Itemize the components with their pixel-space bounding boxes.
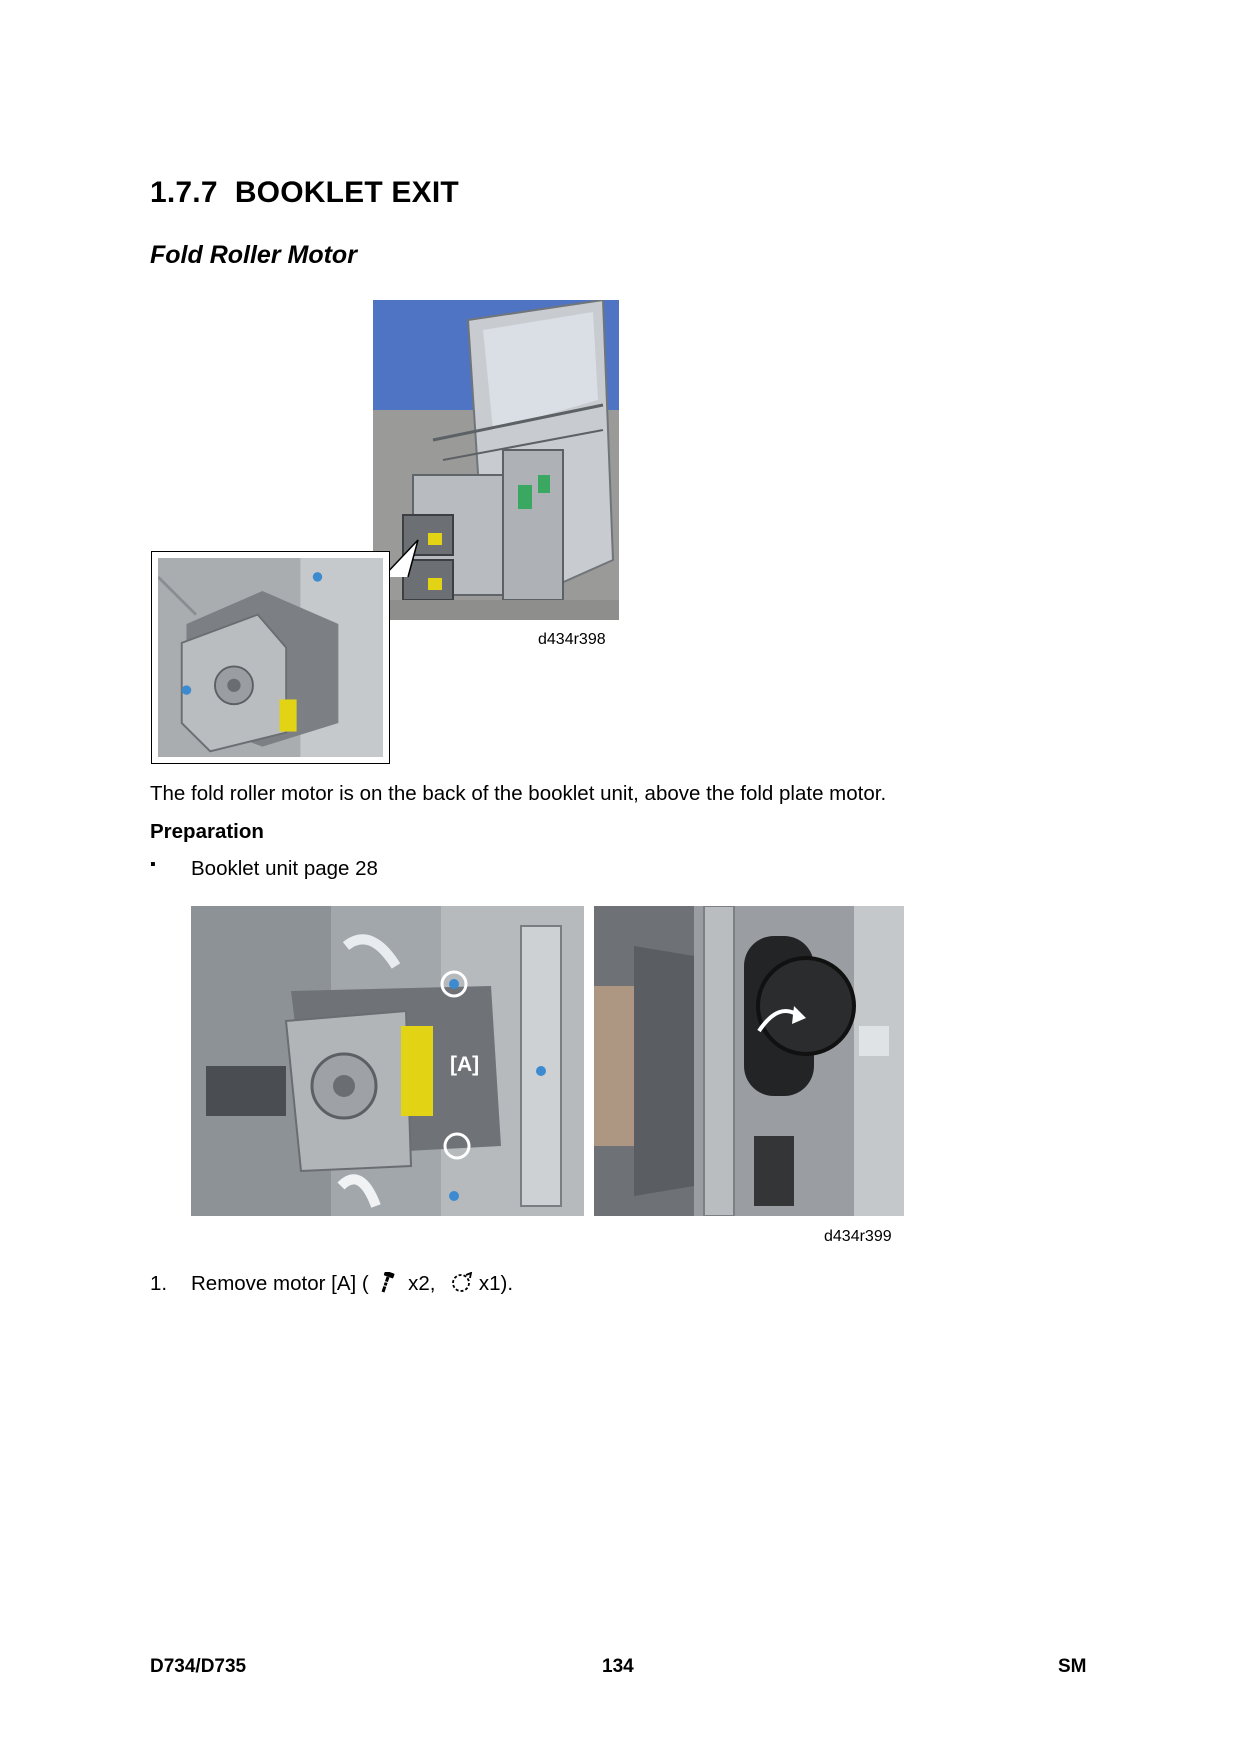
figure1-caption: d434r398 (538, 631, 606, 648)
motor-inset-photo (151, 551, 390, 764)
preparation-heading: Preparation (150, 820, 264, 843)
footer-model: D734/D735 (150, 1656, 247, 1677)
belt-gear-photo (594, 906, 904, 1216)
bullet-marker: ▪ (150, 856, 156, 873)
section-title-text: BOOKLET EXIT (234, 176, 459, 209)
footer-manual-type: SM (1058, 1656, 1087, 1677)
screw-icon (378, 1272, 396, 1294)
step-1 (150, 1272, 514, 1296)
motor-removal-photo (191, 906, 584, 1216)
description-text: The fold roller motor is on the back of the booklet unit, above the fold plate motor. (150, 782, 887, 805)
step-text (191, 1272, 513, 1296)
screw-count: x2, (408, 1272, 436, 1295)
step-prefix: Remove motor [A] ( (191, 1272, 369, 1295)
section-title (150, 176, 459, 210)
subsection-title: Fold Roller Motor (150, 241, 357, 269)
section-number: 1.7.7 (150, 176, 218, 209)
connector-icon (449, 1272, 473, 1294)
step-number: 1. (150, 1272, 168, 1295)
figure2-caption: d434r399 (824, 1228, 892, 1245)
list-item: Booklet unit page 28 (191, 857, 378, 880)
callout-label-a: [A] (450, 1053, 480, 1076)
footer-page-number: 134 (602, 1656, 634, 1677)
connector-count: x1). (478, 1272, 514, 1295)
